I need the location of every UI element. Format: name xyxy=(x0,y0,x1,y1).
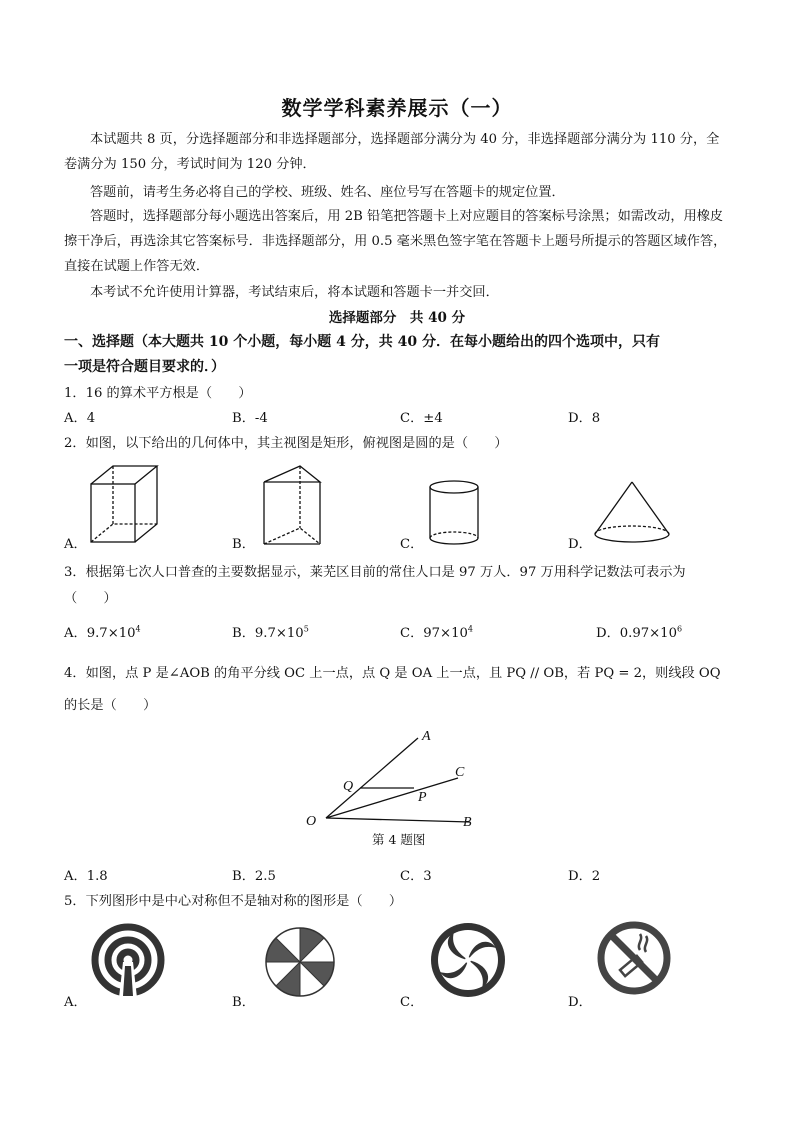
q2-option-b: B． xyxy=(232,537,255,552)
eight-sector-circle-icon xyxy=(262,924,338,1000)
concentric-rings-icon xyxy=(90,922,166,998)
q3-stem-line2: （ ） xyxy=(64,591,117,606)
q5-option-d: D． xyxy=(568,995,592,1010)
cone-icon xyxy=(592,480,672,546)
q1-option-b: B．-4 xyxy=(232,411,268,426)
section-header: 选择题部分 共 40 分 xyxy=(328,310,466,326)
cylinder-icon xyxy=(426,478,482,548)
q1-option-a: A．4 xyxy=(64,411,96,426)
q3-option-a: A．$9.7\times 10^4$ xyxy=(64,624,141,641)
q3-option-b: B．$9.7\times 10^5$ xyxy=(232,624,309,641)
part1-heading-line1: 一、选择题（本大题共 10 个小题，每小题 4 分，共 40 分．在每小题给出的四个选项中，只有 xyxy=(64,334,660,350)
q5-option-b: B． xyxy=(232,995,255,1010)
intro-paragraph-2: 答题前，请考生务必将自己的学校、班级、姓名、座位号写在答题卡的规定位置． xyxy=(90,185,565,200)
q4-option-b: B．2.5 xyxy=(232,869,276,884)
q4-stem-line2: 的长是（ ） xyxy=(64,698,157,713)
q2-stem: 2．如图，以下给出的几何体中，其主视图是矩形，俯视图是圆的是（ ） xyxy=(64,436,508,451)
q4-option-a: A．1.8 xyxy=(64,869,108,884)
q2-option-c: C． xyxy=(400,537,424,552)
triangular-prism-icon xyxy=(260,462,324,550)
label-b: B xyxy=(463,815,472,830)
no-smoking-icon xyxy=(594,918,674,998)
q5-option-c: C． xyxy=(400,995,424,1010)
q1-option-c: C．±4 xyxy=(400,411,443,426)
intro-paragraph-1: 本试题共 8 页，分选择题部分和非选择题部分，选择题部分满分为 40 分，非选择题部分满分为 110 分，全卷满分为 150 分，考试时间为 120 分钟． xyxy=(64,132,720,172)
label-q: Q xyxy=(343,779,354,794)
q2-option-a: A． xyxy=(64,537,87,552)
swirl-logo-icon xyxy=(428,920,508,1000)
q4-figure-caption: 第 4 题图 xyxy=(372,832,426,847)
q4-option-d: D．2 xyxy=(568,869,601,884)
q5-option-a: A． xyxy=(64,995,87,1010)
intro-paragraph-4: 本考试不允许使用计算器，考试结束后，将本试题和答题卡一并交回． xyxy=(90,285,499,300)
cuboid-icon xyxy=(88,462,160,552)
intro-paragraph-3: 答题时，选择题部分每小题选出答案后，用 2B 铅笔把答题卡上对应题目的答案标号涂黑；如需改动，用橡皮擦干净后，再选涂其它答案标号．非选择题部分，用 0.5 毫米黑色签字笔在答题卡上题号所提示的答题区域作答，直接在试题上作答无效． xyxy=(64,209,727,274)
angle-bisector-figure xyxy=(300,722,490,832)
label-a: A xyxy=(422,729,431,744)
q2-option-d: D． xyxy=(568,537,592,552)
q3-stem-line1: 3．根据第七次人口普查的主要数据显示，莱芜区目前的常住人口是 97 万人．97 万用科学记数法可表示为 xyxy=(64,565,686,580)
part1-heading-line2: 一项是符合题目要求的．） xyxy=(64,359,225,375)
label-c: C xyxy=(455,765,465,780)
q1-stem: 1．16 的算术平方根是（ ） xyxy=(64,386,252,401)
label-p: P xyxy=(418,790,427,805)
page-title: 数学学科素养展示（一） xyxy=(281,96,513,120)
q1-option-d: D．8 xyxy=(568,411,601,426)
q4-stem-line1: 4．如图，点 P 是∠AOB 的角平分线 OC 上一点，点 Q 是 OA 上一点，且 PQ // OB，若 PQ = 2，则线段 OQ xyxy=(64,666,721,681)
q4-option-c: C．3 xyxy=(400,869,432,884)
q3-option-c: C．$97\times 10^4$ xyxy=(400,624,473,641)
label-o: O xyxy=(306,814,317,829)
q5-stem: 5．下列图形中是中心对称但不是轴对称的图形是（ ） xyxy=(64,894,403,909)
q3-option-d: D．$0.97\times 10^6$ xyxy=(596,624,683,641)
